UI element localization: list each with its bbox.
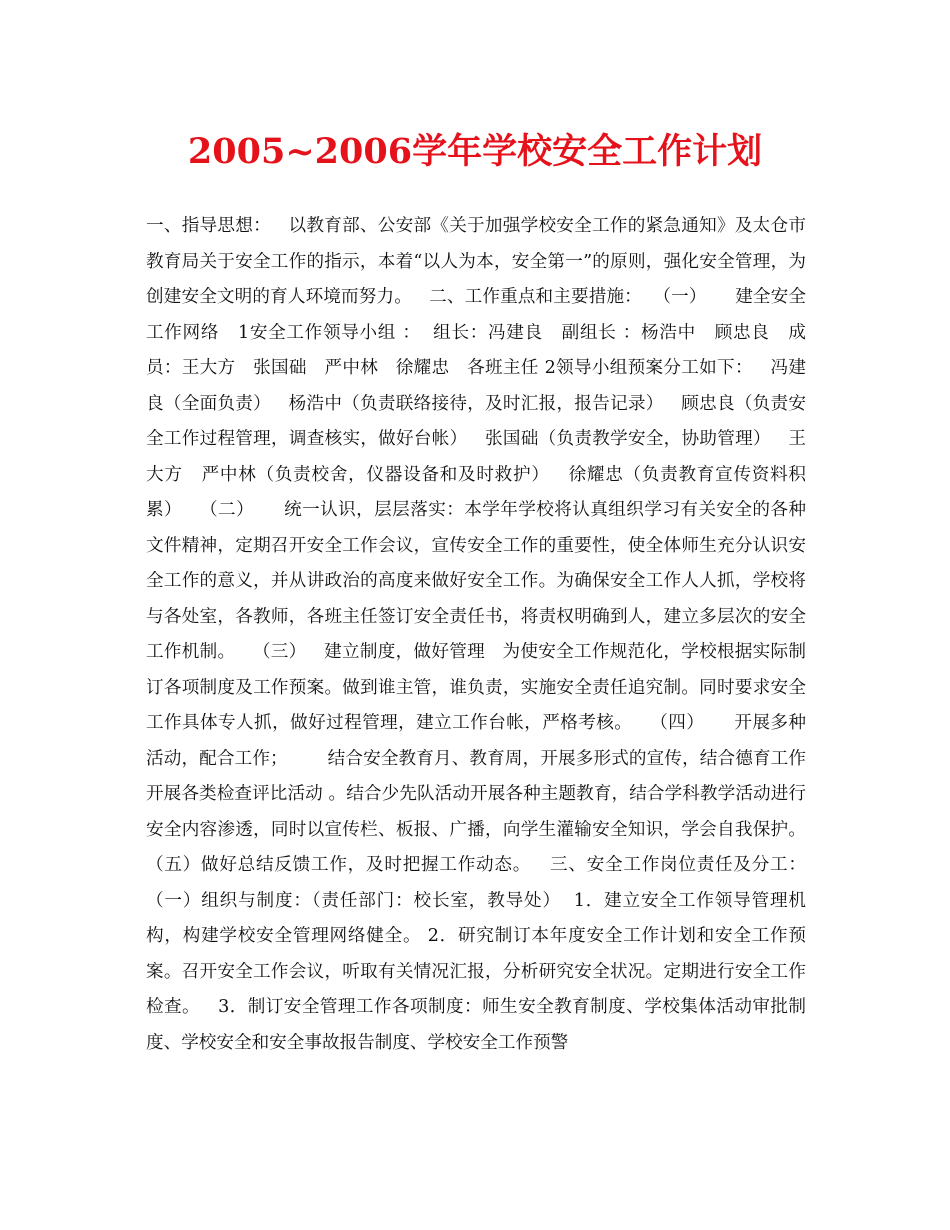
document-body: 一、指导思想： 以教育部、公安部《关于加强学校安全工作的紧急通知》及太仓市教育局关于安全工作的指示，本着“以人为本，安全第一”的原则，强化安全管理，为创建安全文明的育人环境而努力。 二、工作重点和主要措施： （一） 建全安全工作网络 1安全工作领导小组 ： 组长：冯建良 副组长 ：杨浩中 顾忠良 成员：王大方 张国础 严中林 徐耀忠 各班主任 2领导小组预案分工如下： 冯建良（全面负责） 杨浩中（负责联络接待，及时汇报，报告记录） 顾忠良（负责安全工作过程管理，调查核实，做好台帐） 张国础（负责教学安全，协助管理） 王大方 严中林（负责校舍，仪器设备和及时救护） 徐耀忠（负责教育宣传资料积累） （二） 统一认识，层层落实：本学年学校将认真组织学习有关安全的各种文件精神，定期召开安全工作会议，宣传安全工作的重要性，使全体师生充分认识安全工作的意义，并从讲政治的高度来做好安全工作。为确保安全工作人人抓，学校将与各处室，各教师，各班主任签订安全责任书，将责权明确到人，建立多层次的安全工作机制。 （三） 建立制度，做好管理 为使安全工作规范化，学校根据实际制订各项制度及工作预案。做到谁主管，谁负责，实施安全责任追究制。同时要求安全工作具体专人抓，做好过程管理，建立工作台帐，严格考核。 （四） 开展多种活动，配合工作； 结合安全教育月、教育周，开展多形式的宣传，结合德育工作开展各类检查评比活动 。结合少先队活动开展各种主题教育，结合学科教学活动进行安全内容渗透，同时以宣传栏、板报、广播，向学生灌输安全知识，学会自我保护。 （五）做好总结反馈工作，及时把握工作动态。 三、安全工作岗位责任及分工： （一）组织与制度：（责任部门：校长室，教导处） 1．建立安全工作领导管理机构，构建学校安全管理网络健全。 2．研究制订本年度安全工作计划和安全工作预案。召开安全工作会议，听取有关情况汇报，分析研究安全状况。定期进行安全工作检查。 3．制订安全管理工作各项制度：师生安全教育制度、学校集体活动审批制度、学校安全和安全事故报告制度、学校安全工作预警	[146, 216, 829, 1053]
document-title: 2005~2006学年学校安全工作计划	[187, 131, 763, 172]
